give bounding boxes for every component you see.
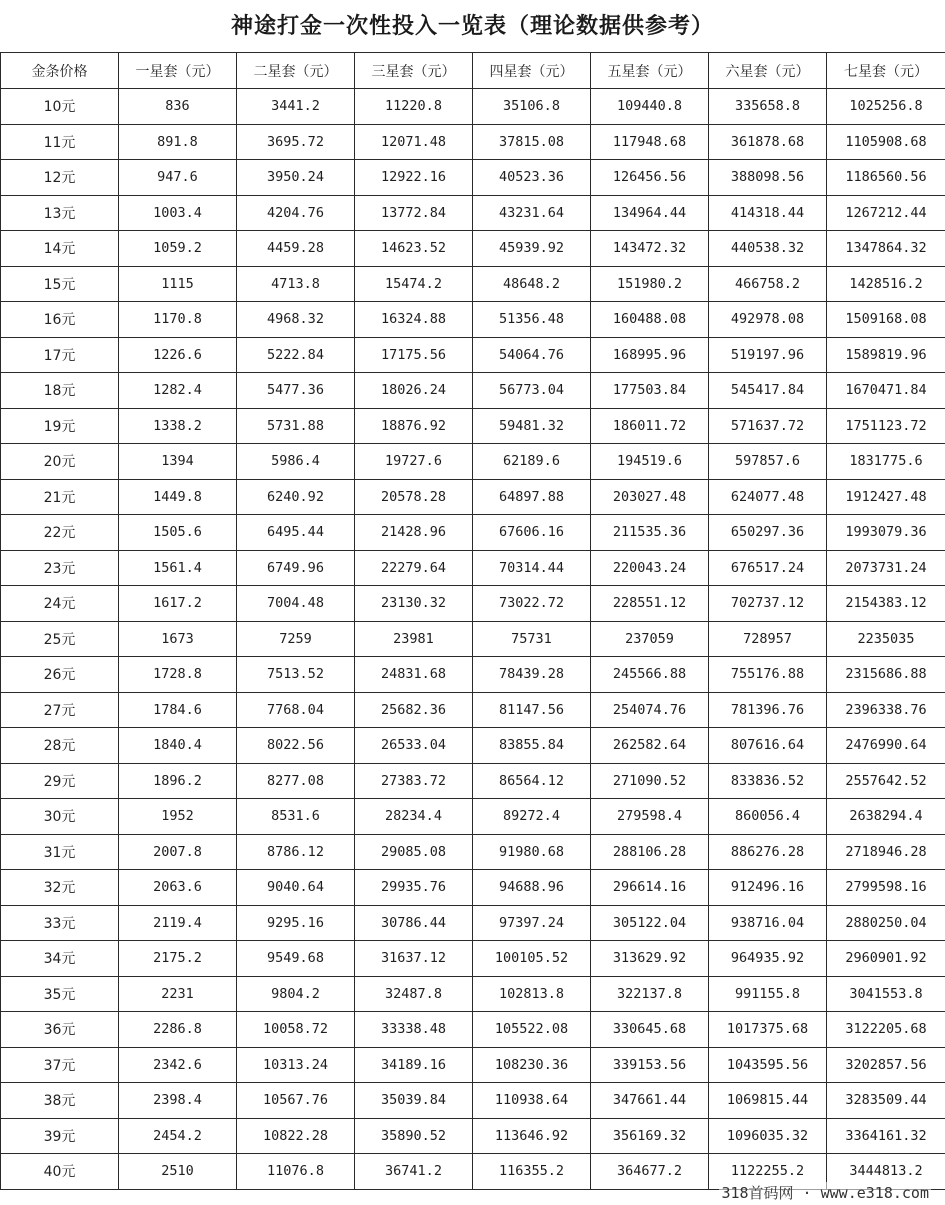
cost-cell: 288106.28 bbox=[591, 834, 709, 870]
cost-cell: 4459.28 bbox=[237, 231, 355, 267]
cost-cell: 23981 bbox=[355, 621, 473, 657]
cost-cell: 1670471.84 bbox=[827, 373, 945, 409]
table-row bbox=[1, 763, 945, 799]
gold-price-cell: 14元 bbox=[1, 231, 119, 267]
cost-cell: 2073731.24 bbox=[827, 550, 945, 586]
cost-cell: 16324.88 bbox=[355, 302, 473, 338]
table-row bbox=[1, 195, 945, 231]
cost-cell: 2119.4 bbox=[119, 905, 237, 941]
cost-cell: 81147.56 bbox=[473, 692, 591, 728]
cost-cell: 597857.6 bbox=[709, 444, 827, 480]
table-row bbox=[1, 692, 945, 728]
cost-cell: 339153.56 bbox=[591, 1047, 709, 1083]
cost-cell: 11076.8 bbox=[237, 1154, 355, 1190]
table-row bbox=[1, 834, 945, 870]
cost-cell: 203027.48 bbox=[591, 479, 709, 515]
cost-cell: 1096035.32 bbox=[709, 1118, 827, 1154]
cost-cell: 2960901.92 bbox=[827, 941, 945, 977]
cost-cell: 19727.6 bbox=[355, 444, 473, 480]
cost-cell: 20578.28 bbox=[355, 479, 473, 515]
table-row bbox=[1, 799, 945, 835]
cost-cell: 70314.44 bbox=[473, 550, 591, 586]
cost-cell: 964935.92 bbox=[709, 941, 827, 977]
cost-cell: 211535.36 bbox=[591, 515, 709, 551]
gold-price-cell: 16元 bbox=[1, 302, 119, 338]
cost-cell: 1993079.36 bbox=[827, 515, 945, 551]
cost-cell: 947.6 bbox=[119, 160, 237, 196]
cost-cell: 29935.76 bbox=[355, 870, 473, 906]
table-row bbox=[1, 1047, 945, 1083]
cost-cell: 23130.32 bbox=[355, 586, 473, 622]
cost-cell: 3202857.56 bbox=[827, 1047, 945, 1083]
gold-price-cell: 10元 bbox=[1, 89, 119, 125]
table-row bbox=[1, 124, 945, 160]
cost-cell: 8531.6 bbox=[237, 799, 355, 835]
cost-cell: 2154383.12 bbox=[827, 586, 945, 622]
cost-cell: 5731.88 bbox=[237, 408, 355, 444]
cost-cell: 1338.2 bbox=[119, 408, 237, 444]
cost-cell: 7768.04 bbox=[237, 692, 355, 728]
cost-cell: 27383.72 bbox=[355, 763, 473, 799]
cost-cell: 18876.92 bbox=[355, 408, 473, 444]
cost-cell: 1043595.56 bbox=[709, 1047, 827, 1083]
gold-price-cell: 34元 bbox=[1, 941, 119, 977]
cost-cell: 83855.84 bbox=[473, 728, 591, 764]
table-row bbox=[1, 657, 945, 693]
cost-cell: 160488.08 bbox=[591, 302, 709, 338]
cost-cell: 102813.8 bbox=[473, 976, 591, 1012]
gold-price-cell: 40元 bbox=[1, 1154, 119, 1190]
cost-cell: 347661.44 bbox=[591, 1083, 709, 1119]
cost-cell: 7513.52 bbox=[237, 657, 355, 693]
cost-cell: 2175.2 bbox=[119, 941, 237, 977]
cost-cell: 54064.76 bbox=[473, 337, 591, 373]
gold-price-cell: 22元 bbox=[1, 515, 119, 551]
gold-price-cell: 33元 bbox=[1, 905, 119, 941]
table-row bbox=[1, 905, 945, 941]
gold-price-cell: 38元 bbox=[1, 1083, 119, 1119]
cost-cell: 3950.24 bbox=[237, 160, 355, 196]
cost-cell: 94688.96 bbox=[473, 870, 591, 906]
cost-cell: 32487.8 bbox=[355, 976, 473, 1012]
cost-cell: 860056.4 bbox=[709, 799, 827, 835]
cost-cell: 11220.8 bbox=[355, 89, 473, 125]
cost-cell: 9804.2 bbox=[237, 976, 355, 1012]
table-row bbox=[1, 1012, 945, 1048]
table-row bbox=[1, 479, 945, 515]
cost-cell: 2557642.52 bbox=[827, 763, 945, 799]
cost-cell: 29085.08 bbox=[355, 834, 473, 870]
gold-price-cell: 30元 bbox=[1, 799, 119, 835]
cost-cell: 22279.64 bbox=[355, 550, 473, 586]
investment-table bbox=[0, 52, 945, 1190]
table-row bbox=[1, 728, 945, 764]
cost-cell: 4713.8 bbox=[237, 266, 355, 302]
cost-cell: 51356.48 bbox=[473, 302, 591, 338]
cost-cell: 891.8 bbox=[119, 124, 237, 160]
cost-cell: 2476990.64 bbox=[827, 728, 945, 764]
table-row bbox=[1, 408, 945, 444]
table-row bbox=[1, 231, 945, 267]
cost-cell: 9040.64 bbox=[237, 870, 355, 906]
cost-cell: 1394 bbox=[119, 444, 237, 480]
cost-cell: 117948.68 bbox=[591, 124, 709, 160]
cost-cell: 1784.6 bbox=[119, 692, 237, 728]
cost-cell: 1170.8 bbox=[119, 302, 237, 338]
cost-cell: 1267212.44 bbox=[827, 195, 945, 231]
cost-cell: 1059.2 bbox=[119, 231, 237, 267]
cost-cell: 40523.36 bbox=[473, 160, 591, 196]
table-row bbox=[1, 1118, 945, 1154]
cost-cell: 676517.24 bbox=[709, 550, 827, 586]
cost-cell: 1617.2 bbox=[119, 586, 237, 622]
gold-price-cell: 37元 bbox=[1, 1047, 119, 1083]
table-row bbox=[1, 373, 945, 409]
cost-cell: 807616.64 bbox=[709, 728, 827, 764]
cost-cell: 26533.04 bbox=[355, 728, 473, 764]
cost-cell: 335658.8 bbox=[709, 89, 827, 125]
cost-cell: 36741.2 bbox=[355, 1154, 473, 1190]
table-row bbox=[1, 976, 945, 1012]
cost-cell: 755176.88 bbox=[709, 657, 827, 693]
table-row bbox=[1, 515, 945, 551]
cost-cell: 110938.64 bbox=[473, 1083, 591, 1119]
gold-price-cell: 27元 bbox=[1, 692, 119, 728]
cost-cell: 279598.4 bbox=[591, 799, 709, 835]
cost-cell: 356169.32 bbox=[591, 1118, 709, 1154]
cost-cell: 3364161.32 bbox=[827, 1118, 945, 1154]
cost-cell: 5986.4 bbox=[237, 444, 355, 480]
cost-cell: 305122.04 bbox=[591, 905, 709, 941]
cost-cell: 105522.08 bbox=[473, 1012, 591, 1048]
cost-cell: 10822.28 bbox=[237, 1118, 355, 1154]
cost-cell: 113646.92 bbox=[473, 1118, 591, 1154]
table-row bbox=[1, 941, 945, 977]
cost-cell: 108230.36 bbox=[473, 1047, 591, 1083]
gold-price-cell: 17元 bbox=[1, 337, 119, 373]
table-row bbox=[1, 160, 945, 196]
cost-cell: 1751123.72 bbox=[827, 408, 945, 444]
cost-cell: 1896.2 bbox=[119, 763, 237, 799]
cost-cell: 109440.8 bbox=[591, 89, 709, 125]
cost-cell: 6495.44 bbox=[237, 515, 355, 551]
cost-cell: 3041553.8 bbox=[827, 976, 945, 1012]
page-title: 神途打金一次性投入一览表（理论数据供参考） bbox=[230, 14, 714, 39]
gold-price-cell: 23元 bbox=[1, 550, 119, 586]
gold-price-cell: 18元 bbox=[1, 373, 119, 409]
gold-price-cell: 19元 bbox=[1, 408, 119, 444]
cost-cell: 322137.8 bbox=[591, 976, 709, 1012]
cost-cell: 702737.12 bbox=[709, 586, 827, 622]
gold-price-cell: 21元 bbox=[1, 479, 119, 515]
cost-cell: 17175.56 bbox=[355, 337, 473, 373]
cost-cell: 2231 bbox=[119, 976, 237, 1012]
cost-cell: 25682.36 bbox=[355, 692, 473, 728]
header-gold-price: 金条价格 bbox=[1, 53, 119, 89]
cost-cell: 151980.2 bbox=[591, 266, 709, 302]
cost-cell: 31637.12 bbox=[355, 941, 473, 977]
cost-cell: 571637.72 bbox=[709, 408, 827, 444]
cost-cell: 2638294.4 bbox=[827, 799, 945, 835]
table-row bbox=[1, 870, 945, 906]
cost-cell: 2510 bbox=[119, 1154, 237, 1190]
cost-cell: 833836.52 bbox=[709, 763, 827, 799]
cost-cell: 254074.76 bbox=[591, 692, 709, 728]
cost-cell: 296614.16 bbox=[591, 870, 709, 906]
cost-cell: 116355.2 bbox=[473, 1154, 591, 1190]
header-7-star: 七星套（元） bbox=[827, 53, 945, 89]
header-4-star: 四星套（元） bbox=[473, 53, 591, 89]
cost-cell: 35890.52 bbox=[355, 1118, 473, 1154]
gold-price-cell: 11元 bbox=[1, 124, 119, 160]
cost-cell: 912496.16 bbox=[709, 870, 827, 906]
cost-cell: 1122255.2 bbox=[709, 1154, 827, 1190]
cost-cell: 9549.68 bbox=[237, 941, 355, 977]
cost-cell: 271090.52 bbox=[591, 763, 709, 799]
cost-cell: 2880250.04 bbox=[827, 905, 945, 941]
cost-cell: 1428516.2 bbox=[827, 266, 945, 302]
cost-cell: 18026.24 bbox=[355, 373, 473, 409]
cost-cell: 4968.32 bbox=[237, 302, 355, 338]
cost-cell: 1505.6 bbox=[119, 515, 237, 551]
gold-price-cell: 20元 bbox=[1, 444, 119, 480]
cost-cell: 2454.2 bbox=[119, 1118, 237, 1154]
cost-cell: 1449.8 bbox=[119, 479, 237, 515]
cost-cell: 3695.72 bbox=[237, 124, 355, 160]
table-row bbox=[1, 550, 945, 586]
cost-cell: 1115 bbox=[119, 266, 237, 302]
cost-cell: 24831.68 bbox=[355, 657, 473, 693]
cost-cell: 1017375.68 bbox=[709, 1012, 827, 1048]
gold-price-cell: 12元 bbox=[1, 160, 119, 196]
gold-price-cell: 31元 bbox=[1, 834, 119, 870]
cost-cell: 1728.8 bbox=[119, 657, 237, 693]
table-row bbox=[1, 302, 945, 338]
table-row bbox=[1, 621, 945, 657]
cost-cell: 3283509.44 bbox=[827, 1083, 945, 1119]
cost-cell: 836 bbox=[119, 89, 237, 125]
cost-cell: 440538.32 bbox=[709, 231, 827, 267]
cost-cell: 1003.4 bbox=[119, 195, 237, 231]
cost-cell: 728957 bbox=[709, 621, 827, 657]
cost-cell: 8022.56 bbox=[237, 728, 355, 764]
cost-cell: 364677.2 bbox=[591, 1154, 709, 1190]
cost-cell: 10567.76 bbox=[237, 1083, 355, 1119]
cost-cell: 1226.6 bbox=[119, 337, 237, 373]
cost-cell: 2007.8 bbox=[119, 834, 237, 870]
watermark: 318首码网 · www.e318.com bbox=[721, 1184, 929, 1202]
cost-cell: 1589819.96 bbox=[827, 337, 945, 373]
cost-cell: 1673 bbox=[119, 621, 237, 657]
cost-cell: 10313.24 bbox=[237, 1047, 355, 1083]
cost-cell: 6749.96 bbox=[237, 550, 355, 586]
cost-cell: 8786.12 bbox=[237, 834, 355, 870]
cost-cell: 1840.4 bbox=[119, 728, 237, 764]
cost-cell: 414318.44 bbox=[709, 195, 827, 231]
cost-cell: 30786.44 bbox=[355, 905, 473, 941]
cost-cell: 1561.4 bbox=[119, 550, 237, 586]
cost-cell: 9295.16 bbox=[237, 905, 355, 941]
cost-cell: 7259 bbox=[237, 621, 355, 657]
cost-cell: 492978.08 bbox=[709, 302, 827, 338]
cost-cell: 2342.6 bbox=[119, 1047, 237, 1083]
header-2-star: 二星套（元） bbox=[237, 53, 355, 89]
cost-cell: 62189.6 bbox=[473, 444, 591, 480]
gold-price-cell: 25元 bbox=[1, 621, 119, 657]
gold-price-cell: 39元 bbox=[1, 1118, 119, 1154]
cost-cell: 97397.24 bbox=[473, 905, 591, 941]
cost-cell: 2799598.16 bbox=[827, 870, 945, 906]
cost-cell: 48648.2 bbox=[473, 266, 591, 302]
cost-cell: 34189.16 bbox=[355, 1047, 473, 1083]
cost-cell: 6240.92 bbox=[237, 479, 355, 515]
cost-cell: 991155.8 bbox=[709, 976, 827, 1012]
header-5-star: 五星套（元） bbox=[591, 53, 709, 89]
cost-cell: 330645.68 bbox=[591, 1012, 709, 1048]
gold-price-cell: 24元 bbox=[1, 586, 119, 622]
cost-cell: 1282.4 bbox=[119, 373, 237, 409]
gold-price-cell: 28元 bbox=[1, 728, 119, 764]
cost-cell: 143472.32 bbox=[591, 231, 709, 267]
cost-cell: 91980.68 bbox=[473, 834, 591, 870]
cost-cell: 56773.04 bbox=[473, 373, 591, 409]
cost-cell: 2063.6 bbox=[119, 870, 237, 906]
cost-cell: 194519.6 bbox=[591, 444, 709, 480]
cost-cell: 67606.16 bbox=[473, 515, 591, 551]
cost-cell: 64897.88 bbox=[473, 479, 591, 515]
cost-cell: 8277.08 bbox=[237, 763, 355, 799]
cost-cell: 519197.96 bbox=[709, 337, 827, 373]
cost-cell: 220043.24 bbox=[591, 550, 709, 586]
cost-cell: 650297.36 bbox=[709, 515, 827, 551]
cost-cell: 1831775.6 bbox=[827, 444, 945, 480]
header-1-star: 一星套（元） bbox=[119, 53, 237, 89]
cost-cell: 15474.2 bbox=[355, 266, 473, 302]
gold-price-cell: 13元 bbox=[1, 195, 119, 231]
table-row bbox=[1, 89, 945, 125]
cost-cell: 33338.48 bbox=[355, 1012, 473, 1048]
cost-cell: 361878.68 bbox=[709, 124, 827, 160]
cost-cell: 245566.88 bbox=[591, 657, 709, 693]
cost-cell: 100105.52 bbox=[473, 941, 591, 977]
cost-cell: 1347864.32 bbox=[827, 231, 945, 267]
cost-cell: 37815.08 bbox=[473, 124, 591, 160]
table-row bbox=[1, 444, 945, 480]
cost-cell: 262582.64 bbox=[591, 728, 709, 764]
cost-cell: 2718946.28 bbox=[827, 834, 945, 870]
table-row bbox=[1, 266, 945, 302]
cost-cell: 134964.44 bbox=[591, 195, 709, 231]
cost-cell: 1025256.8 bbox=[827, 89, 945, 125]
cost-cell: 2396338.76 bbox=[827, 692, 945, 728]
cost-cell: 14623.52 bbox=[355, 231, 473, 267]
cost-cell: 186011.72 bbox=[591, 408, 709, 444]
cost-cell: 21428.96 bbox=[355, 515, 473, 551]
cost-cell: 1912427.48 bbox=[827, 479, 945, 515]
table-row bbox=[1, 337, 945, 373]
cost-cell: 3122205.68 bbox=[827, 1012, 945, 1048]
cost-cell: 781396.76 bbox=[709, 692, 827, 728]
cost-cell: 89272.4 bbox=[473, 799, 591, 835]
cost-cell: 3444813.2 bbox=[827, 1154, 945, 1190]
table-row bbox=[1, 586, 945, 622]
gold-price-cell: 32元 bbox=[1, 870, 119, 906]
cost-cell: 177503.84 bbox=[591, 373, 709, 409]
cost-cell: 388098.56 bbox=[709, 160, 827, 196]
cost-cell: 5477.36 bbox=[237, 373, 355, 409]
gold-price-cell: 29元 bbox=[1, 763, 119, 799]
cost-cell: 43231.64 bbox=[473, 195, 591, 231]
cost-cell: 3441.2 bbox=[237, 89, 355, 125]
cost-cell: 1952 bbox=[119, 799, 237, 835]
gold-price-cell: 35元 bbox=[1, 976, 119, 1012]
gold-price-cell: 15元 bbox=[1, 266, 119, 302]
cost-cell: 1186560.56 bbox=[827, 160, 945, 196]
cost-cell: 938716.04 bbox=[709, 905, 827, 941]
cost-cell: 78439.28 bbox=[473, 657, 591, 693]
cost-cell: 624077.48 bbox=[709, 479, 827, 515]
header-3-star: 三星套（元） bbox=[355, 53, 473, 89]
cost-cell: 4204.76 bbox=[237, 195, 355, 231]
cost-cell: 28234.4 bbox=[355, 799, 473, 835]
cost-cell: 13772.84 bbox=[355, 195, 473, 231]
cost-cell: 126456.56 bbox=[591, 160, 709, 196]
cost-cell: 886276.28 bbox=[709, 834, 827, 870]
table-row bbox=[1, 1083, 945, 1119]
header-6-star: 六星套（元） bbox=[709, 53, 827, 89]
cost-cell: 5222.84 bbox=[237, 337, 355, 373]
cost-cell: 35039.84 bbox=[355, 1083, 473, 1119]
cost-cell: 12071.48 bbox=[355, 124, 473, 160]
cost-cell: 228551.12 bbox=[591, 586, 709, 622]
cost-cell: 10058.72 bbox=[237, 1012, 355, 1048]
cost-cell: 75731 bbox=[473, 621, 591, 657]
cost-cell: 1105908.68 bbox=[827, 124, 945, 160]
cost-cell: 2315686.88 bbox=[827, 657, 945, 693]
cost-cell: 313629.92 bbox=[591, 941, 709, 977]
cost-cell: 545417.84 bbox=[709, 373, 827, 409]
cost-cell: 1509168.08 bbox=[827, 302, 945, 338]
table-header-row bbox=[1, 53, 945, 89]
cost-cell: 2235035 bbox=[827, 621, 945, 657]
cost-cell: 2398.4 bbox=[119, 1083, 237, 1119]
cost-cell: 73022.72 bbox=[473, 586, 591, 622]
cost-cell: 86564.12 bbox=[473, 763, 591, 799]
cost-cell: 466758.2 bbox=[709, 266, 827, 302]
cost-cell: 45939.92 bbox=[473, 231, 591, 267]
cost-cell: 2286.8 bbox=[119, 1012, 237, 1048]
gold-price-cell: 36元 bbox=[1, 1012, 119, 1048]
cost-cell: 1069815.44 bbox=[709, 1083, 827, 1119]
cost-cell: 168995.96 bbox=[591, 337, 709, 373]
cost-cell: 237059 bbox=[591, 621, 709, 657]
cost-cell: 7004.48 bbox=[237, 586, 355, 622]
cost-cell: 59481.32 bbox=[473, 408, 591, 444]
cost-cell: 35106.8 bbox=[473, 89, 591, 125]
cost-cell: 12922.16 bbox=[355, 160, 473, 196]
gold-price-cell: 26元 bbox=[1, 657, 119, 693]
